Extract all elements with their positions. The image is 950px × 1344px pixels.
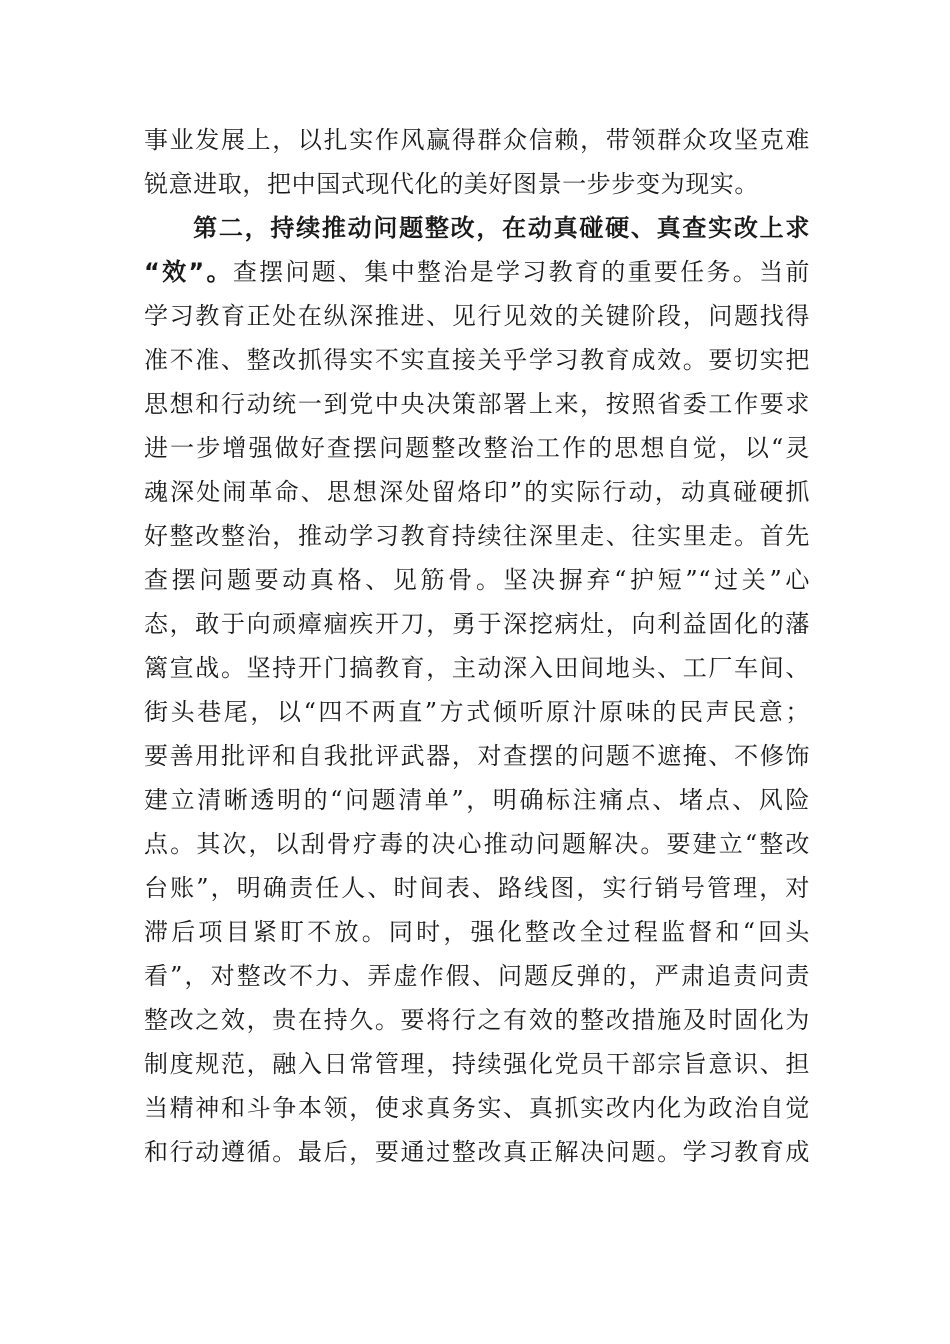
text-line: 学习教育正处在纵深推进、见行见效的关键阶段，问题找得 [144, 302, 810, 330]
text-line: 看”，对整改不力、弄虚作假、问题反弹的，严肃追责问责 [144, 962, 810, 990]
text-line: 要善用批评和自我批评武器，对查摆的问题不遮掩、不修饰 [144, 742, 810, 770]
text-line: 思想和行动统一到党中央决策部署上来，按照省委工作要求 [144, 390, 810, 418]
text-line: 好整改整治，推动学习教育持续往深里走、往实里走。首先 [144, 522, 810, 550]
text-line: 进一步增强做好查摆问题整改整治工作的思想自觉，以“灵 [144, 434, 810, 462]
text-line: 查摆问题要动真格、见筋骨。坚决摒弃“护短”“过关”心 [144, 566, 810, 594]
text-line: 魂深处闹革命、思想深处留烙印”的实际行动，动真碰硬抓 [144, 478, 810, 506]
text-segment: 查摆问题、集中整治是学习教育的重要任务。当前 [232, 258, 810, 286]
text-line: 当精神和斗争本领，使求真务实、真抓实改内化为政治自觉 [144, 1094, 810, 1122]
text-line: 态，敢于向顽瘴痼疾开刀，勇于深挖病灶，向利益固化的藩 [144, 610, 810, 638]
section-heading-line [144, 206, 810, 250]
text-line: 建立清晰透明的“问题清单”，明确标注痛点、堵点、风险 [144, 786, 810, 814]
text-line: 点。其次，以刮骨疗毒的决心推动问题解决。要建立“整改 [144, 830, 810, 858]
text-line: 锐意进取，把中国式现代化的美好图景一步步变为现实。 [144, 170, 759, 198]
section-heading: 第二，持续推动问题整改，在动真碰硬、真查实改上求 [192, 214, 810, 242]
text-line: 篱宣战。坚持开门搞教育，主动深入田间地头、工厂车间、 [144, 654, 810, 682]
text-line: 准不准、整改抓得实不实直接关乎学习教育成效。要切实把 [144, 346, 810, 374]
text-line [144, 250, 810, 294]
text-line: 台账”，明确责任人、时间表、路线图，实行销号管理，对 [144, 874, 810, 902]
text-line: 事业发展上，以扎实作风赢得群众信赖，带领群众攻坚克难 [144, 126, 810, 154]
text-line: 制度规范，融入日常管理，持续强化党员干部宗旨意识、担 [144, 1050, 810, 1078]
text-line: 和行动遵循。最后，要通过整改真正解决问题。学习教育成 [144, 1138, 810, 1166]
section-heading-tail: “效”。 [144, 258, 233, 286]
body-text [144, 118, 810, 1218]
text-line: 街头巷尾，以“四不两直”方式倾听原汁原味的民声民意； [144, 698, 810, 726]
text-line: 整改之效，贵在持久。要将行之有效的整改措施及时固化为 [144, 1006, 810, 1034]
text-line: 滞后项目紧盯不放。同时，强化整改全过程监督和“回头 [144, 918, 810, 946]
text-line [144, 1174, 810, 1218]
